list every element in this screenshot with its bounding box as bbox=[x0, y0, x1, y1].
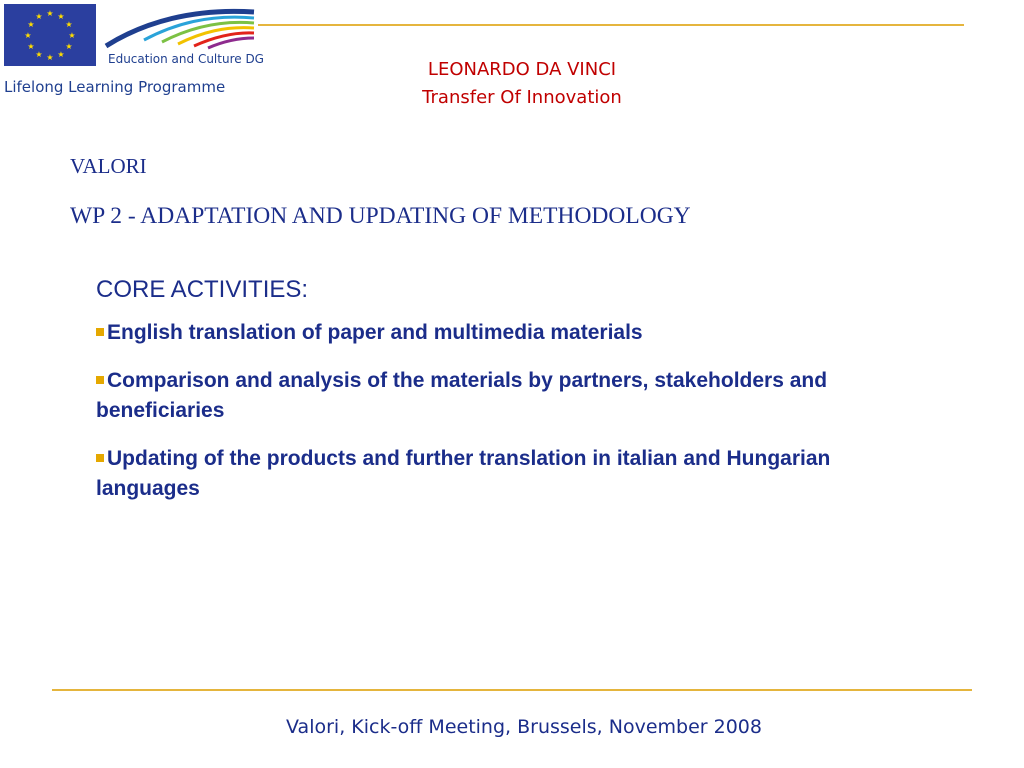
svg-text:★: ★ bbox=[27, 20, 35, 29]
activity-item bbox=[96, 318, 916, 348]
svg-text:★: ★ bbox=[35, 12, 43, 21]
activity-text: Comparison and analysis of the materials by partners, stakeholders and beneficiaries bbox=[96, 369, 828, 422]
svg-text:★: ★ bbox=[27, 42, 35, 51]
dg-label: Education and Culture DG bbox=[108, 52, 264, 66]
svg-text:★: ★ bbox=[57, 12, 65, 21]
programme-label: Lifelong Learning Programme bbox=[4, 78, 226, 96]
dg-swoosh-logo bbox=[104, 2, 256, 52]
svg-text:★: ★ bbox=[24, 31, 32, 40]
square-bullet-icon bbox=[96, 454, 104, 462]
svg-text:★: ★ bbox=[35, 50, 43, 59]
top-divider bbox=[258, 24, 964, 26]
activity-text: Updating of the products and further translation in italian and Hungarian languages bbox=[96, 447, 831, 500]
activity-item bbox=[96, 366, 916, 426]
bottom-divider bbox=[52, 689, 972, 691]
eu-flag-icon bbox=[4, 4, 96, 66]
svg-text:★: ★ bbox=[65, 42, 73, 51]
project-name: VALORI bbox=[70, 154, 147, 178]
svg-text:★: ★ bbox=[46, 53, 54, 62]
square-bullet-icon bbox=[96, 328, 104, 336]
subprogram-name: Transfer Of Innovation bbox=[422, 87, 622, 108]
logo-block bbox=[0, 0, 264, 104]
activity-item bbox=[96, 444, 916, 504]
footer-text: Valori, Kick-off Meeting, Brussels, November 2008 bbox=[286, 716, 762, 738]
svg-text:★: ★ bbox=[68, 31, 76, 40]
svg-text:★: ★ bbox=[57, 50, 65, 59]
svg-text:★: ★ bbox=[65, 20, 73, 29]
program-name: LEONARDO DA VINCI bbox=[427, 59, 617, 80]
activity-text: English translation of paper and multimedia materials bbox=[107, 321, 643, 344]
core-activities-label: CORE ACTIVITIES: bbox=[96, 276, 309, 303]
square-bullet-icon bbox=[96, 376, 104, 384]
svg-text:★: ★ bbox=[46, 9, 54, 18]
core-activities bbox=[96, 274, 916, 522]
work-package-title: WP 2 - ADAPTATION AND UPDATING OF METHODOLOGY bbox=[70, 203, 691, 229]
program-title bbox=[300, 56, 744, 112]
